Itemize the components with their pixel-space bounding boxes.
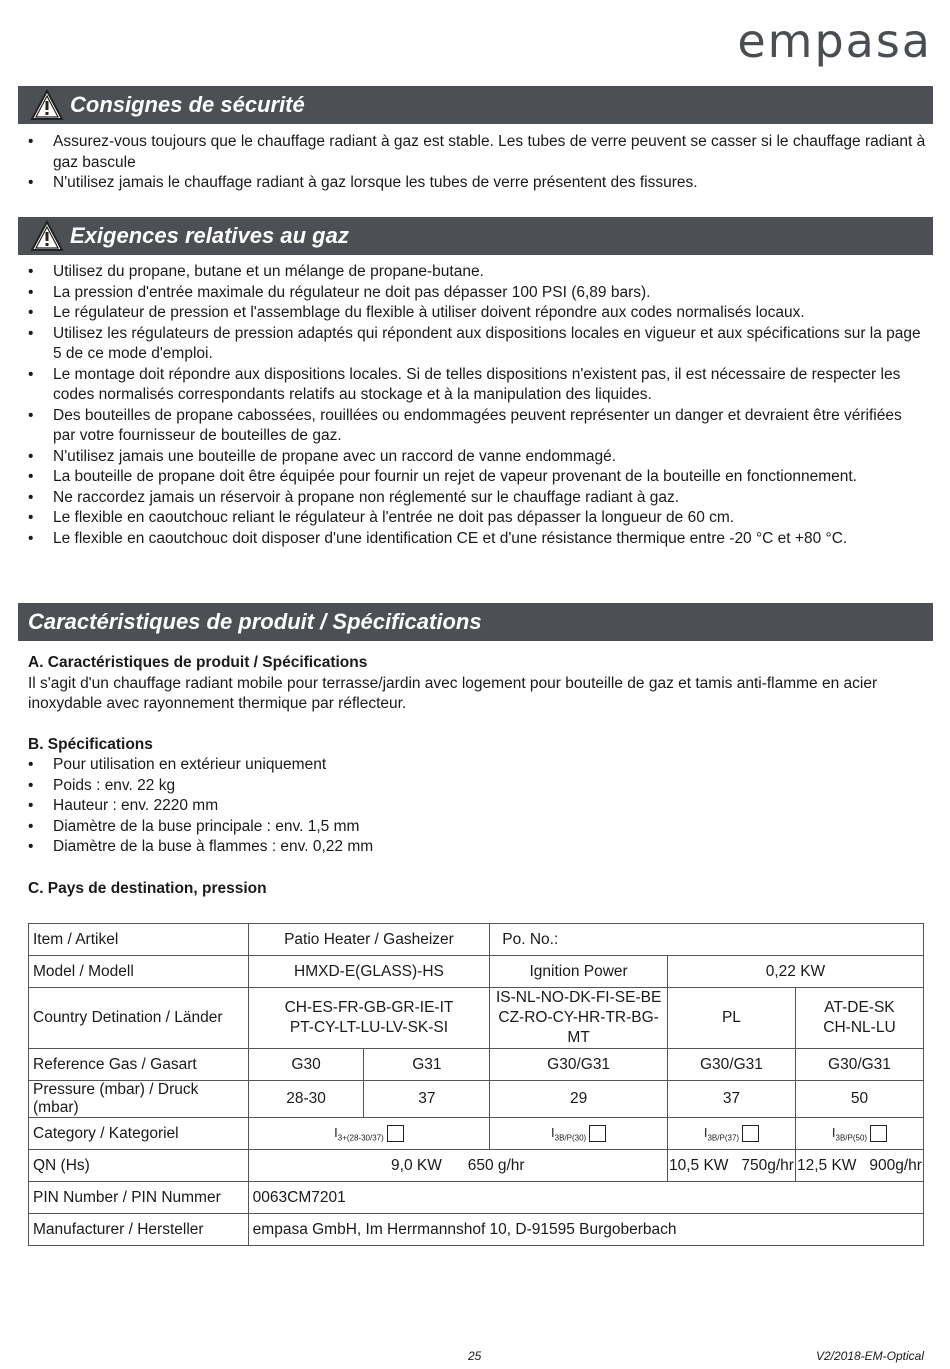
table-row: Country Detination / Länder CH-ES-FR-GB-GR-IE-IT PT-CY-LT-LU-LV-SK-SI IS-NL-NO-DK-FI-SE-BE CZ-RO-CY-HR-TR-BG-MT PL AT-DE-SK CH-NL-LU xyxy=(29,988,924,1049)
list-item: • N'utilisez jamais une bouteille de propane avec un raccord de vanne endommagé. xyxy=(28,447,617,465)
product-section-header xyxy=(18,603,933,641)
list-item: • Utilisez les régulateurs de pression adaptés qui répondent aux dispositions locales en vigueur et aux spécifications sur la page 5 de ce mode d'emploi. xyxy=(28,324,921,362)
section-b xyxy=(28,735,928,756)
list-item: • Diamètre de la buse principale : env. 1,5 mm xyxy=(28,817,360,835)
section-c xyxy=(28,879,928,900)
list-item: • Pour utilisation en extérieur uniquement xyxy=(28,756,327,773)
list-item: • N'utilisez jamais le chauffage radiant à gaz lorsque les tubes de verre présentent des fissures. xyxy=(28,174,698,191)
safety-section-title: Consignes de sécurité xyxy=(70,92,305,117)
gas-section-header xyxy=(18,217,933,255)
category-checkbox[interactable] xyxy=(742,1125,759,1142)
list-item: • Diamètre de la buse à flammes : env. 0,22 mm xyxy=(28,838,374,855)
list-item: • Poids : env. 22 kg xyxy=(28,776,176,794)
page-number: 25 xyxy=(468,1349,482,1363)
section-a-text: Il s'agit d'un chauffage radiant mobile pour terrasse/jardin avec logement pour bouteille de gaz et tamis anti-flamme en acier inoxydable avec rayonnement thermique par réflecteur. xyxy=(28,674,878,712)
list-item: • Le flexible en caoutchouc doit disposer d'une identification CE et d'une résistance thermique entre -20 °C et +80 °C. xyxy=(28,529,848,547)
table-row: Item / Artikel Patio Heater / Gasheizer Po. No.: xyxy=(29,924,924,956)
safety-list xyxy=(28,132,928,194)
section-a-heading: A. Caractéristiques de produit / Spécifications xyxy=(28,654,368,671)
list-item: • Hauteur : env. 2220 mm xyxy=(28,797,219,814)
category-checkbox[interactable] xyxy=(589,1125,606,1142)
table-row: Pressure (mbar) / Druck (mbar) 28-30 37 29 37 50 xyxy=(29,1081,924,1118)
document-version: V2/2018-EM-Optical xyxy=(815,1349,924,1363)
list-item: • Le flexible en caoutchouc reliant le régulateur à l'entrée ne doit pas dépasser la longueur de 60 cm. xyxy=(28,509,735,526)
gas-list xyxy=(28,262,928,549)
warning-icon xyxy=(30,220,64,264)
list-item: • Le régulateur de pression et l'assemblage du flexible à utiliser doivent répondre aux codes normalisés locaux. xyxy=(28,304,805,321)
section-a xyxy=(28,653,928,715)
table-row: Model / Modell HMXD-E(GLASS)-HS Ignition Power 0,22 KW xyxy=(29,956,924,988)
list-item: • La pression d'entrée maximale du régulateur ne doit pas dépasser 100 PSI (6,89 bars). xyxy=(28,283,651,301)
category-checkbox[interactable] xyxy=(870,1125,887,1142)
list-item: • Le montage doit répondre aux dispositions locales. Si de telles dispositions n'existent pas, il est nécessaire de respecter les codes normalisés correspondants relatifs au stockage et à la manipulation des liquides. xyxy=(28,365,901,403)
safety-section-header xyxy=(18,86,933,124)
product-section-title: Caractéristiques de produit / Spécifications xyxy=(28,609,482,634)
table-row: PIN Number / PIN Nummer 0063CM7201 xyxy=(29,1182,924,1214)
warning-icon xyxy=(30,89,64,133)
section-c-heading: C. Pays de destination, pression xyxy=(28,880,267,897)
table-row: QN (Hs) 9,0 KW 650 g/hr 10,5 KW 750g/hr 12,5 KW 900g/hr xyxy=(29,1150,924,1182)
brand-logo: empasa xyxy=(737,14,932,68)
spec-list xyxy=(28,755,928,858)
category-checkbox[interactable] xyxy=(387,1125,404,1142)
list-item: • Assurez-vous toujours que le chauffage radiant à gaz est stable. Les tubes de verre peuvent se casser si le chauffage radiant à gaz bascule xyxy=(28,133,926,171)
gas-section-title: Exigences relatives au gaz xyxy=(70,223,349,248)
table-row: Category / Kategoriel $I_{3+(28-30/37)}$ $I_{3B/P(30)}$ $I_{3B/P(37)}$ $I_{3B/P(50)}$ xyxy=(29,1118,924,1150)
table-row: Manufacturer / Hersteller empasa GmbH, Im Herrmannshof 10, D-91595 Burgoberbach xyxy=(29,1214,924,1246)
list-item: • Ne raccordez jamais un réservoir à propane non réglementé sur le chauffage radiant à gaz. xyxy=(28,488,680,506)
list-item: • Utilisez du propane, butane et un mélange de propane-butane. xyxy=(28,263,484,280)
list-item: • Des bouteilles de propane cabossées, rouillées ou endommagées peuvent représenter un danger et devraient être vérifiées par votre fournisseur de bouteilles de gaz. xyxy=(28,406,902,444)
section-b-heading: B. Spécifications xyxy=(28,736,153,753)
spec-table xyxy=(28,923,924,1246)
list-item: • La bouteille de propane doit être équipée pour fournir un rejet de vapeur provenant de la bouteille en fonctionnement. xyxy=(28,468,857,485)
table-row: Reference Gas / Gasart G30 G31 G30/G31 G30/G31 G30/G31 xyxy=(29,1049,924,1081)
